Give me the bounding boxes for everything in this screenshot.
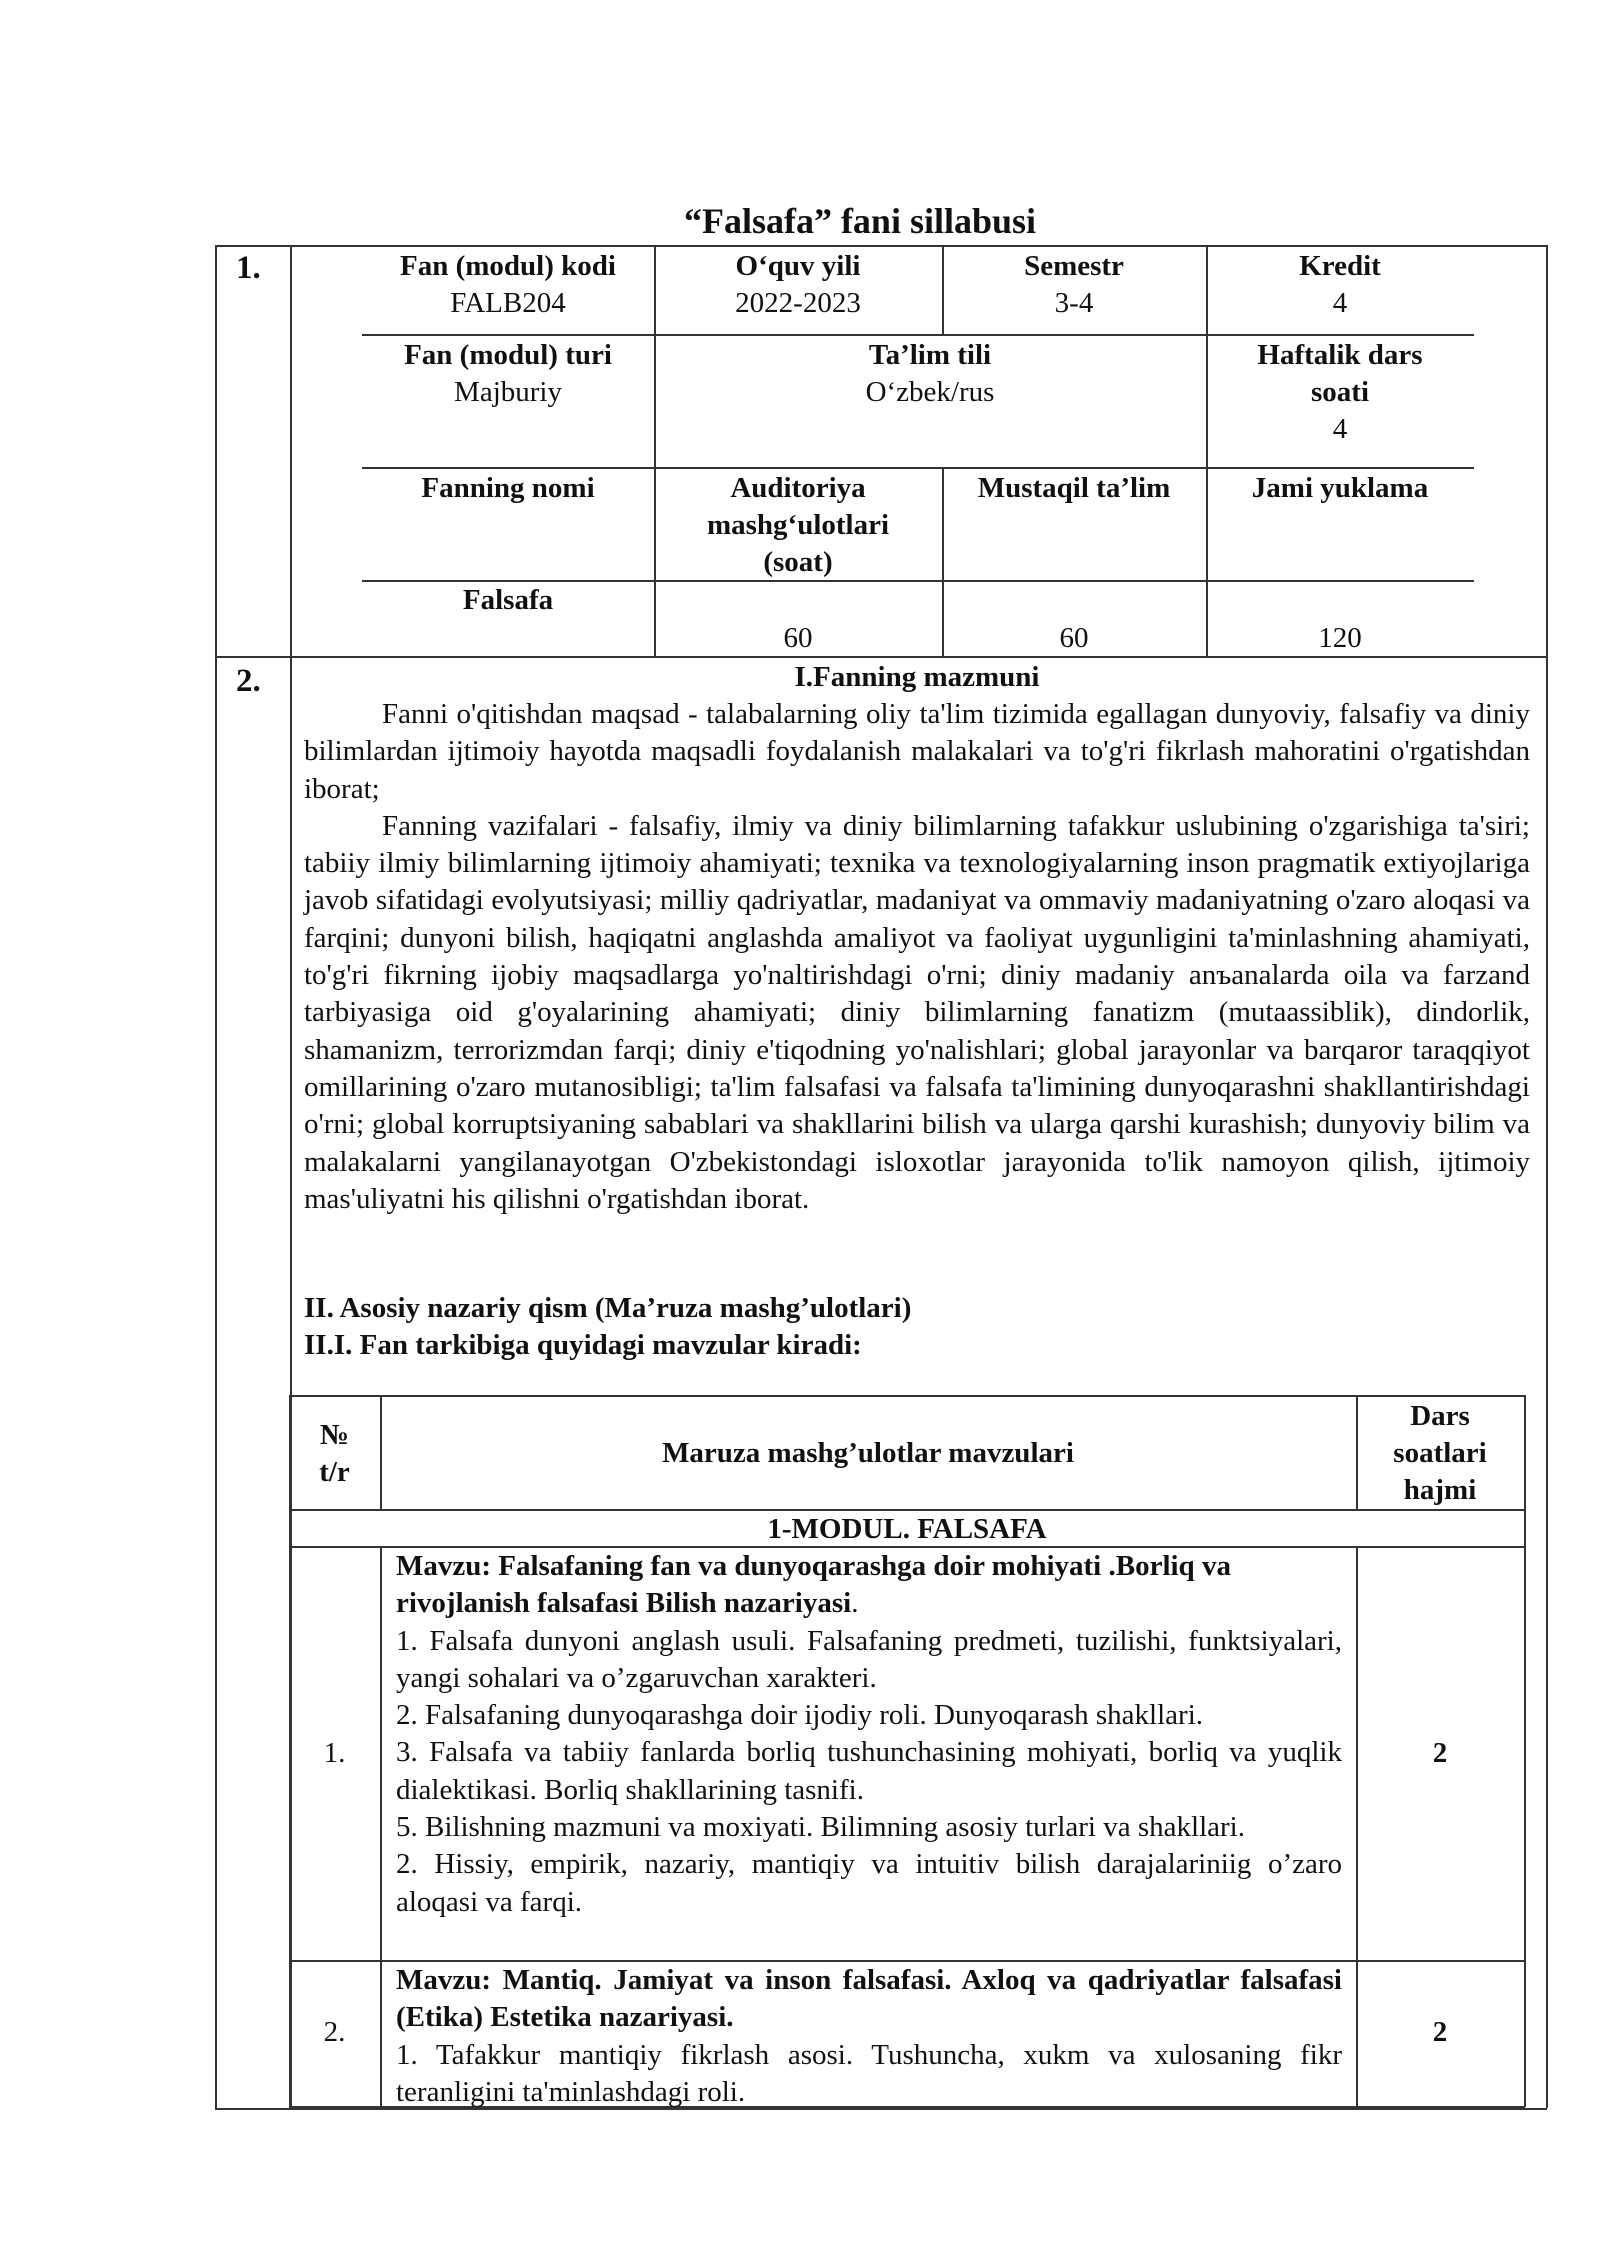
credit-label: Kredit [1299,250,1381,282]
auditory-label-2: mashg‘ulotlari [706,509,890,541]
topic-row-1-item: 2. Hissiy, empirik, nazariy, mantiqiy va intuitiv bilish darajalariniig o’zaro aloqasi va farqi. [396,1848,1342,1918]
col-hours-header-3: hajmi [1403,1474,1477,1506]
topic-row-1-hours: 2 [1432,1737,1448,1769]
col-no-header-1: № [319,1419,350,1451]
weekly-hours-label-1: Haftalik dars [1257,339,1423,371]
topic-row-2-number: 2. [323,2016,346,2048]
auditory-label-3: (soat) [763,546,833,578]
module-row: 1-MODUL. FALSAFA [767,1513,1047,1545]
outer-right-border [1546,245,1548,2108]
col-no-header-2: t/r [319,1456,350,1488]
self-study-hours-value: 60 [1059,622,1089,654]
weekly-hours-value: 4 [1332,413,1348,445]
subject-name-value: Falsafa [462,584,554,616]
auditory-hours-value: 60 [783,622,813,654]
topic-row-1-title-line2 [396,1585,1342,1622]
content-heading: I.Fanning mazmuni [794,661,1040,693]
theory-subheading: II. Asosiy nazariy qism (Ma’ruza mashg’ulotlari) [304,1292,912,1324]
tasks-paragraph: Fanning vazifalari - falsafiy, ilmiy va diniy bilimlarning tafakkur uslubining o'zgarishiga ta'siri; tabiiy ilmiy bilimlarning ijtimoiy ahamiyati; texnika va texnologiyalarning inson pragmatik extiyojlariga javob sifatidagi evolyutsiyasi; milliy qadriyatlar, madaniyat va ommaviy madaniyatning o'zaro aloqasi va farqini; dunyoni bilish, haqiqatni anglashda amaliyot va faoliyat uygunligini ta'minlashning ahamiyati, to'g'ri fikrning ijobiy maqsadlarga yo'naltirishdagi o'rni; diniy madaniy anъanalarda oila va farzand tarbiyasiga oid g'oyalarining ahamiyati; diniy bilimlarning fanatizm (mutaassiblik), dindorlik, shamanizm, terrorizmdan farqi; diniy e'tiqodning yo'nalishlari; global jarayonlar va barqaror taraqqiyot omillarining o'zaro mutanosibligi; ta'lim falsafasi va falsafa ta'limining dunyoqarashni shakllantirishdagi o'rni; global korruptsiyaning sabablari va shakllarini bilish va ularga qarshi kurashish; dunyoviy bilim va malakalarni yangilanayotgan O'zbekistondagi isloxotlar jarayonida to'lik namoyon qilish, ijtimoiy mas'uliyatni his qilishni o'rgatishdan iborat. [304,809,1530,1215]
topics-col-line-1b [380,1546,382,2107]
year-value: 2022-2023 [735,287,861,319]
topic-row-2-hours: 2 [1432,2016,1448,2048]
topic-row-1-title-tail: . [851,1587,859,1620]
topic-row-1-number: 1. [323,1737,346,1769]
section-number-1: 1. [236,250,261,286]
language-label: Ta’lim tili [868,339,992,371]
info-row-line-2 [362,467,1474,469]
topic-row-1-item: 2. Falsafaning dunyoqarashga doir ijodiy roli. Dunyoqarash shakllari. [396,1699,1204,1732]
col-topic-header: Maruza mashg’ulotlar mavzulari [662,1437,1074,1469]
topic-row-1-title-line1: Mavzu: Falsafaning fan va dunyoqarashga doir mohiyati .Borliq va [396,1550,1231,1582]
outer-left-border [215,245,217,2108]
total-load-label: Jami yuklama [1251,472,1429,504]
content-body [304,696,1530,1218]
outer-top-border [215,245,1547,247]
goal-paragraph: Fanni o'qitishdan maqsad - talabalarning oliy ta'lim tizimida egallagan dunyoviy, falsafiy va diniy bilimlardan ijtimoiy hayotda maqsadli foydalanish malakalari va to'g'ri fikrlash mahoratini o'rgatishdan iborat; [304,698,1530,805]
weekly-hours-label-2: soati [1311,376,1369,408]
language-value: O‘zbek/rus [865,376,995,408]
col-hours-header-2: soatlari [1393,1437,1487,1469]
topic-row-2-title: Mavzu: Mantiq. Jamiyat va inson falsafasi. Axloq va qadriyatlar falsafasi (Etika) Estetika nazariyasi. [396,1964,1342,2034]
document-title: “Falsafa” fani sillabusi [683,201,1037,241]
type-value: Majburiy [454,376,562,408]
self-study-label: Mustaqil ta’lim [977,472,1171,504]
info-row-line-1 [362,334,1474,336]
topic-row-2-item: 1. Tafakkur mantiqiy fikrlash asosi. Tushuncha, xukm va xulosaning fikr teranligini ta'minlashdagi roli. [396,2038,1342,2108]
section-number-2: 2. [236,663,261,699]
auditory-label-1: Auditoriya [730,472,866,504]
topics-table-right [1524,1395,1526,2107]
year-label: O‘quv yili [735,250,861,282]
type-label: Fan (modul) turi [404,339,612,371]
code-label: Fan (modul) kodi [400,250,616,282]
semester-value: 3-4 [1054,287,1094,319]
topics-subheading: II.I. Fan tarkibiga quyidagi mavzular kiradi: [304,1329,862,1361]
topic-row-2-content [396,1962,1342,2111]
topics-table-top [289,1395,1525,1397]
topic-row-1-item: 3. Falsafa va tabiiy fanlarda borliq tushunchasining mohiyati, borliq va yuqlik dialektikasi. Borliq shakllarining tasnifi. [396,1736,1342,1806]
semester-label: Semestr [1024,250,1124,282]
credit-value: 4 [1332,287,1348,319]
topic-row-1-title-bold: rivojlanish falsafasi Bilish nazariyasi [396,1587,852,1620]
topic-row-1-item: 1. Falsafa dunyoni anglash usuli. Falsafaning predmeti, tuzilishi, funktsiyalari, yangi sohalari va o’zgaruvchan xarakteri. [396,1624,1342,1694]
topic-row-1-item: 5. Bilishning mazmuni va moxiyati. Bilimning asosiy turlari va shakllari. [396,1811,1245,1844]
topic-row-1-content [396,1548,1342,1921]
total-load-value: 120 [1318,622,1362,654]
col-hours-header-1: Dars [1410,1400,1470,1432]
subject-name-label: Fanning nomi [421,472,595,504]
code-value: FALB204 [450,287,566,319]
